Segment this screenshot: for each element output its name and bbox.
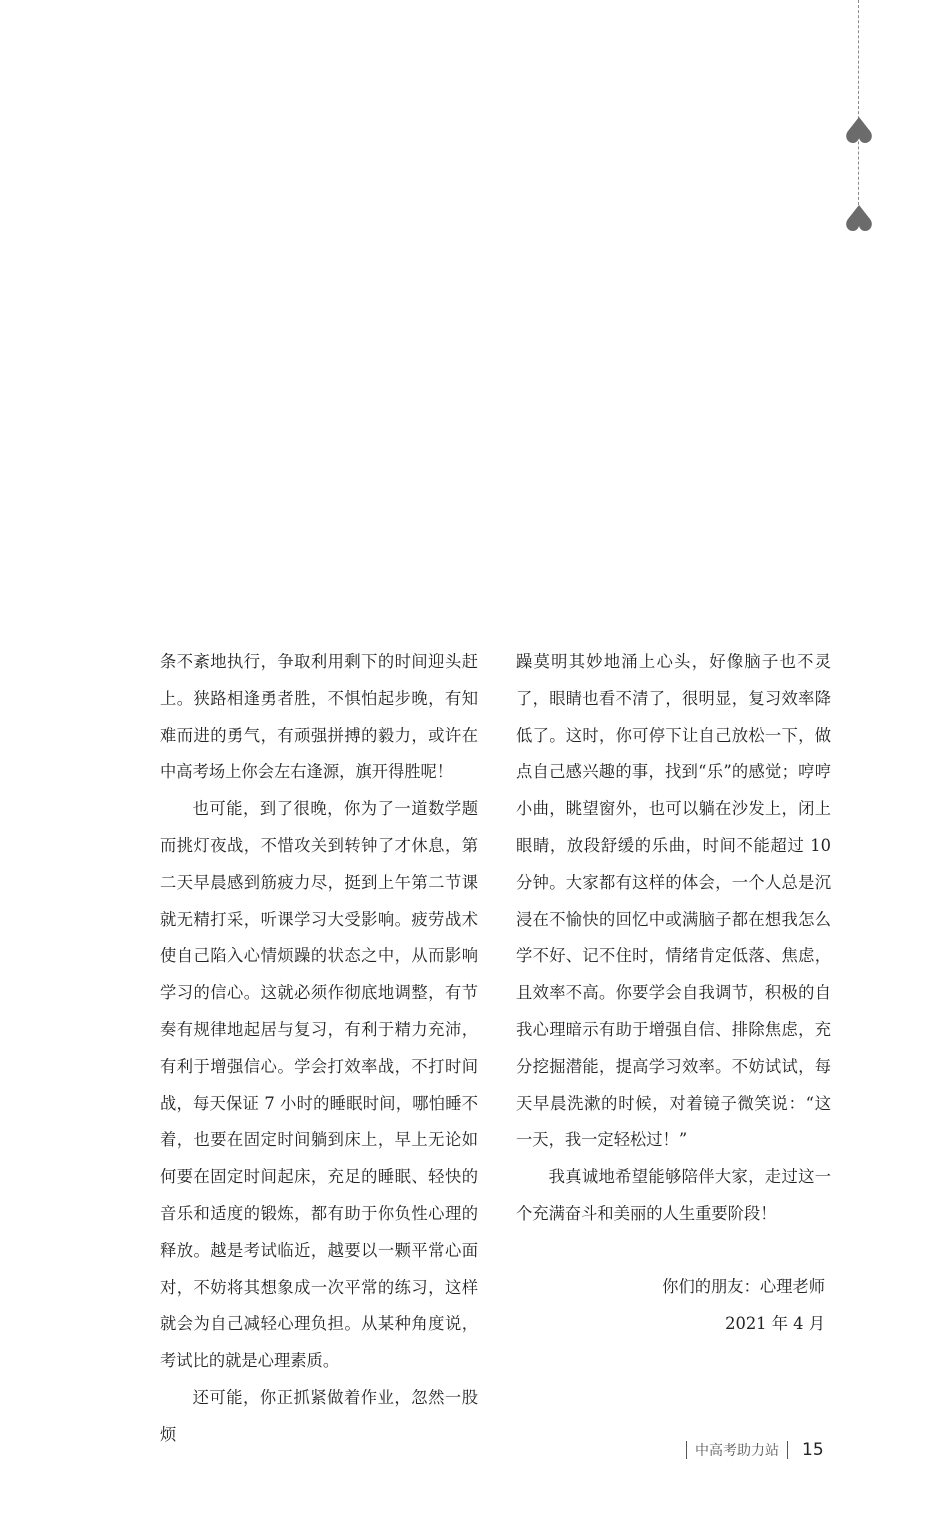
paragraph: 躁莫明其妙地涌上心头，好像脑子也不灵了，眼睛也看不清了，很明显，复习效率降低了。这时，你可停下让自己放松一下，做点自己感兴趣的事，找到“乐”的感觉；哼哼小曲，眺望窗外，也可以躺在沙发上，闭上眼睛，放段舒缓的乐曲，时间不能超过 10 分钟。大家都有这样的体会，一个人总是沉浸在不愉快的回忆中或满脑子都在想我怎么学不好、记不住时，情绪肯定低落、焦虑，且效率不高。你要学会自我调节，积极的自我心理暗示有助于增强自信、排除焦虑，充分挖掘潜能，提高学习效率。不妨试试，每天早晨洗漱的时候，对着镜子微笑说：“这一天，我一定轻松过！” <box>516 652 831 1150</box>
right-column <box>516 644 831 1342</box>
page-number: 15 <box>802 1440 824 1460</box>
date: 2021 年 4 月 <box>725 1313 825 1333</box>
heart-icon <box>844 203 874 233</box>
heart-icon <box>844 115 874 145</box>
signoff <box>516 1269 831 1343</box>
paragraph: 也可能，到了很晚，你为了一道数学题而挑灯夜战，不惜攻关到转钟了才休息，第二天早晨感到筋疲力尽，挺到上午第二节课就无精打采，听课学习大受影响。疲劳战术使自己陷入心情烦躁的状态之中，从而影响学习的信心。这就必须作彻底地调整，有节奏有规律地起居与复习，有利于精力充沛，有利于增强信心。学会打效率战，不打时间战，每天保证 7 小时的睡眠时间，哪怕睡不着，也要在固定时间躺到床上，早上无论如何要在固定时间起床，充足的睡眠、轻快的音乐和适度的锻炼，都有助于你负性心理的释放。越是考试临近，越要以一颗平常心面对，不妨将其想象成一次平常的练习，这样就会为自己减轻心理负担。从某种角度说，考试比的就是心理素质。 <box>160 799 478 1371</box>
paragraph: 我真诚地希望能够陪伴大家，走过这一个充满奋斗和美丽的人生重要阶段！ <box>516 1167 831 1223</box>
decorative-dashed-line <box>858 0 859 210</box>
page-footer <box>686 1438 824 1462</box>
paragraph: 还可能，你正抓紧做着作业，忽然一股烦 <box>160 1387 478 1444</box>
publication-name: 中高考助力站 <box>695 1443 779 1459</box>
signature: 你们的朋友：心理老师 <box>662 1276 825 1296</box>
divider <box>787 1441 788 1459</box>
left-column <box>160 644 478 1454</box>
divider <box>686 1441 687 1459</box>
paragraph: 条不紊地执行，争取利用剩下的时间迎头赶上。狭路相逢勇者胜，不惧怕起步晚，有知难而进的勇气，有顽强拼搏的毅力，或许在中高考场上你会左右逢源，旗开得胜呢！ <box>160 652 478 782</box>
